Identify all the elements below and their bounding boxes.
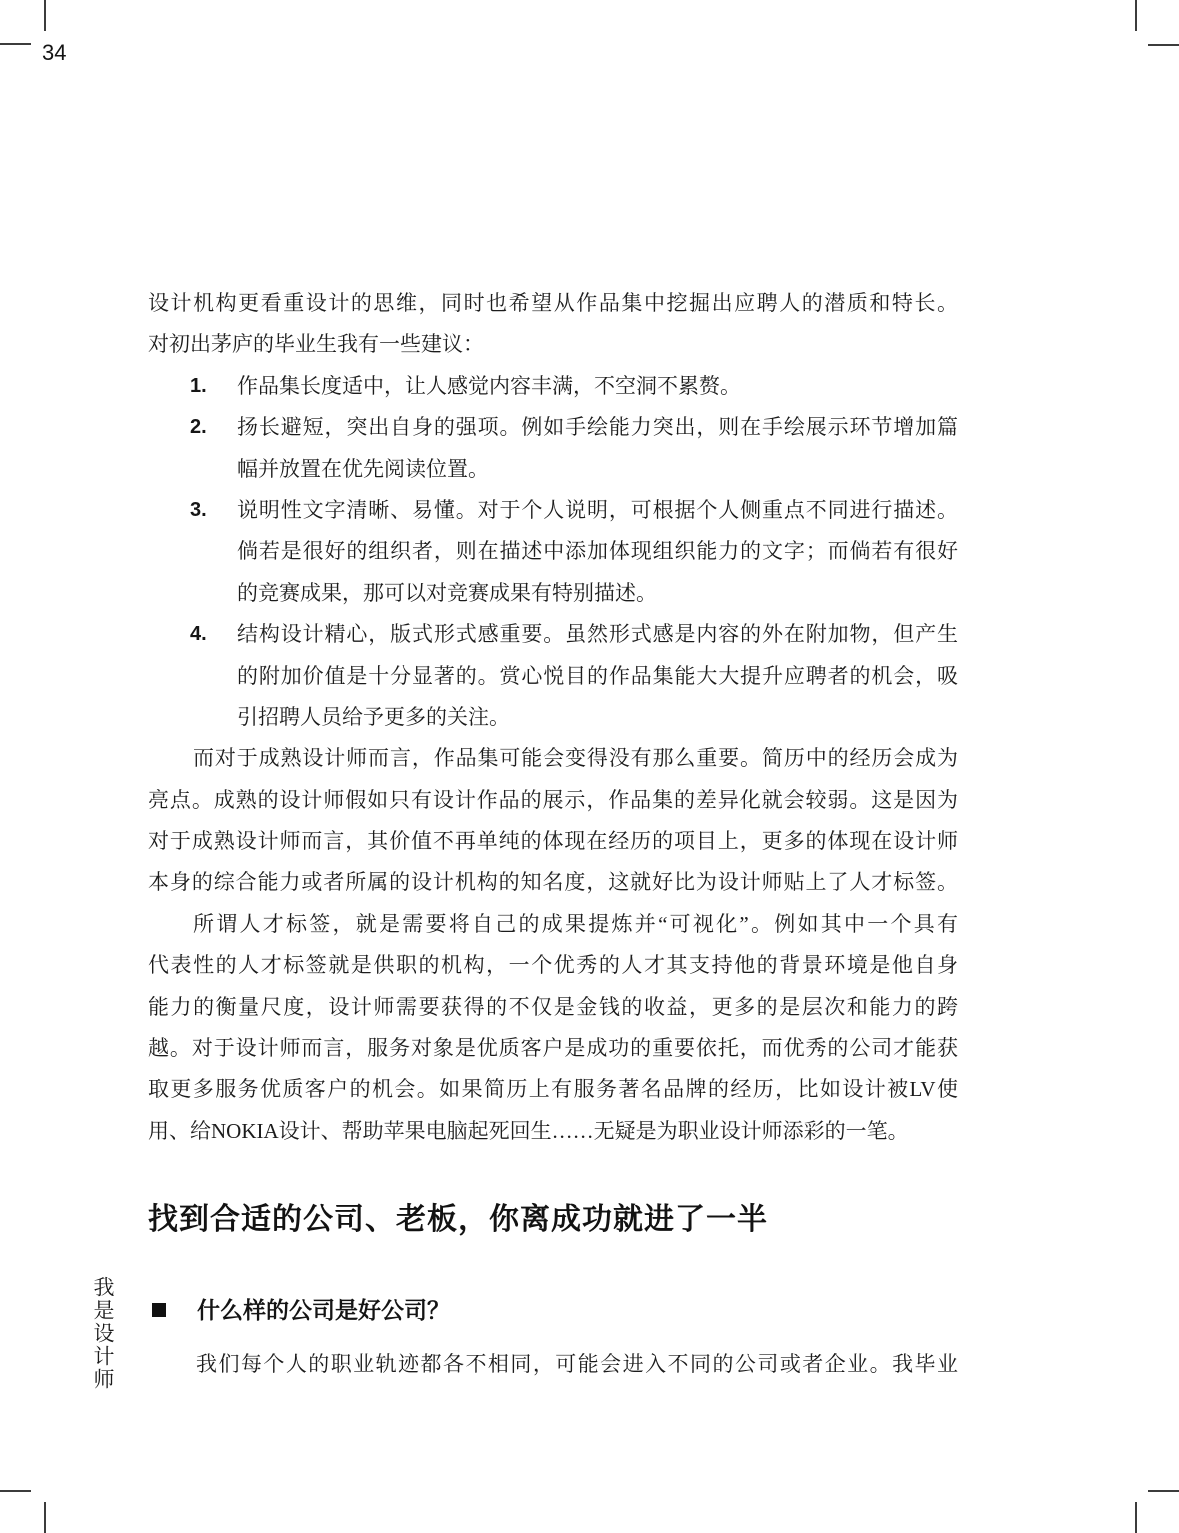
text-line: 对于成熟设计师而言，其价值不再单纯的体现在经历的项目上，更多的体现在设计师	[148, 829, 958, 854]
text-line: 取更多服务优质客户的机会。如果简历上有服务著名品牌的经历，比如设计被LV使	[148, 1077, 958, 1102]
text-line: 扬长避短，突出自身的强项。例如手绘能力突出，则在手绘展示环节增加篇	[237, 415, 958, 440]
crop-mark-top-left-vertical	[44, 0, 46, 31]
list-item-number: 1.	[190, 374, 207, 397]
text-line: 的附加价值是十分显著的。赏心悦目的作品集能大大提升应聘者的机会，吸	[237, 663, 958, 688]
paragraph-talent-label	[148, 904, 958, 1152]
crop-mark-top-left-horizontal	[0, 43, 31, 45]
crop-mark-top-right-vertical	[1135, 0, 1137, 31]
text-line: 所谓人才标签，就是需要将自己的成果提炼并“可视化”。例如其中一个具有	[193, 911, 958, 936]
text-line: 作品集长度适中，让人感觉内容丰满，不空洞不累赘。	[237, 373, 741, 398]
text-line: 幅并放置在优先阅读位置。	[237, 456, 489, 481]
list-item	[148, 407, 958, 490]
text-line: 代表性的人才标签就是供职的机构，一个优秀的人才其支持他的背景环境是他自身	[148, 953, 958, 978]
text-line: 对初出茅庐的毕业生我有一些建议：	[148, 332, 484, 357]
sidebar-vertical-title: 我是设计师	[91, 1276, 115, 1391]
subsection-title: 什么样的公司是好公司？	[197, 1297, 450, 1323]
text-line: 的竞赛成果，那可以对竞赛成果有特别描述。	[237, 580, 657, 605]
crop-mark-bottom-left-horizontal	[0, 1490, 31, 1492]
section-heading: 找到合适的公司、老板，你离成功就进了一半	[148, 1203, 768, 1236]
text-line: 我们每个人的职业轨迹都各不相同，可能会进入不同的公司或者企业。我毕业	[196, 1352, 958, 1376]
text-line: 亮点。成熟的设计师假如只有设计作品的展示，作品集的差异化就会较弱。这是因为	[148, 787, 958, 812]
text-line: 本身的综合能力或者所属的设计机构的知名度，这就好比为设计师贴上了人才标签。	[148, 870, 958, 895]
text-line: 越。对于设计师而言，服务对象是优质客户是成功的重要依托，而优秀的公司才能获	[148, 1036, 958, 1061]
crop-mark-top-right-horizontal	[1148, 44, 1179, 46]
crop-mark-bottom-left-vertical	[44, 1502, 46, 1533]
square-bullet-icon	[152, 1303, 166, 1317]
page-number: 34	[42, 40, 67, 65]
body-text-column	[148, 283, 958, 1152]
list-item-number: 3.	[190, 498, 207, 521]
text-line: 能力的衡量尺度，设计师需要获得的不仅是金钱的收益，更多的是层次和能力的跨	[148, 994, 958, 1019]
text-line: 说明性文字清晰、易懂。对于个人说明，可根据个人侧重点不同进行描述。	[237, 497, 958, 522]
text-line: 设计机构更看重设计的思维，同时也希望从作品集中挖掘出应聘人的潜质和特长。	[148, 291, 958, 315]
list-item	[148, 490, 958, 614]
paragraph-intro	[148, 283, 958, 366]
list-item	[148, 366, 958, 407]
subsection-row	[152, 1296, 952, 1324]
text-line: 结构设计精心，版式形式感重要。虽然形式感是内容的外在附加物，但产生	[237, 622, 958, 647]
list-item-number: 2.	[190, 416, 207, 439]
text-line: 倘若是很好的组织者，则在描述中添加体现组织能力的文字；而倘若有很好	[237, 539, 958, 564]
crop-mark-bottom-right-vertical	[1135, 1502, 1137, 1533]
list-item-number: 4.	[190, 623, 207, 646]
crop-mark-bottom-right-horizontal	[1148, 1490, 1179, 1492]
paragraph-mature-designer	[148, 738, 958, 904]
text-line: 引招聘人员给予更多的关注。	[237, 704, 510, 729]
text-line: 用、给NOKIA设计、帮助苹果电脑起死回生……无疑是为职业设计师添彩的一笔。	[148, 1118, 909, 1143]
list-item	[148, 614, 958, 738]
numbered-list	[148, 366, 958, 739]
paragraph-career	[148, 1344, 958, 1385]
text-line: 而对于成熟设计师而言，作品集可能会变得没有那么重要。简历中的经历会成为	[193, 746, 958, 771]
